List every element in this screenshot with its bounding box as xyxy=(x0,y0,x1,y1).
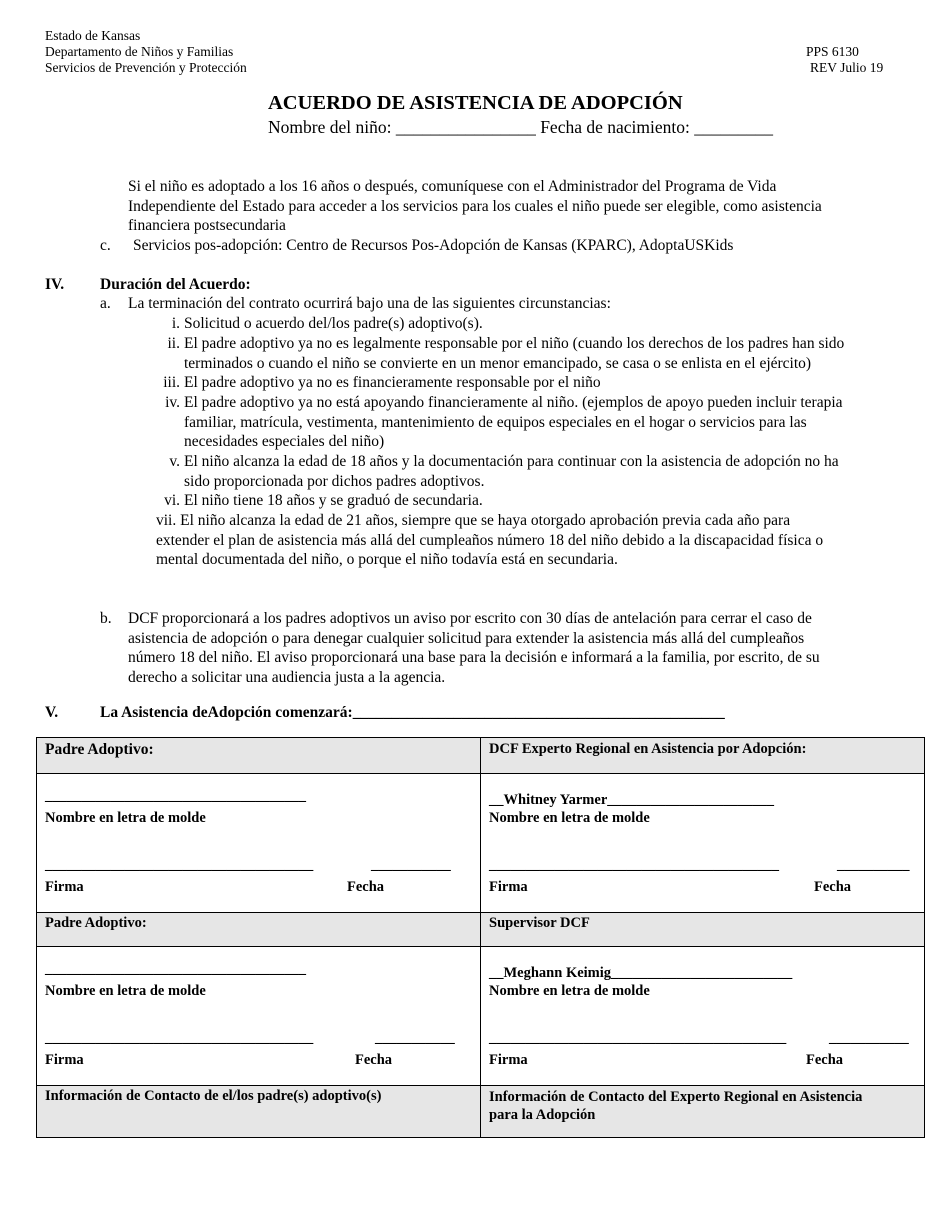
item-a-text: La terminación del contrato ocurrirá bajo una de las siguientes circunstancias: xyxy=(128,295,611,312)
date-field[interactable]: __________ xyxy=(837,857,910,873)
item-line: El padre adoptivo ya no está apoyando financieramente al niño. (ejemplos de apoyo pueden incluir terapia xyxy=(184,394,843,411)
item-line: familiar, matrícula, vestimenta, mantenimiento de equipos especiales en el hogar o servicios para las xyxy=(184,413,807,431)
date-label: Fecha xyxy=(806,1052,844,1068)
signature-field[interactable]: _____________________________________ xyxy=(45,1030,314,1046)
date-field[interactable]: ___________ xyxy=(371,857,451,873)
form-revision: REV Julio 19 xyxy=(810,60,884,75)
roman-numeral: ii. xyxy=(167,335,180,352)
termination-item xyxy=(184,334,844,373)
dcf-supervisor-header-cell xyxy=(481,913,925,947)
header-line: Departamento de Niños y Familias xyxy=(45,44,234,59)
termination-item-vii xyxy=(156,511,823,570)
date-label: Fecha xyxy=(355,1052,393,1068)
item-line: extender el plan de asistencia más allá del cumpleaños número 18 del niño debido a la discapacidad física o xyxy=(156,531,824,549)
termination-item xyxy=(184,491,483,511)
termination-item xyxy=(184,314,483,334)
dcf-expert-heading: DCF Experto Regional en Asistencia por Adopción: xyxy=(489,741,807,757)
termination-item xyxy=(184,393,843,452)
item-line: mental documentada del niño, o porque el niño todavía está en secundaria. xyxy=(156,551,618,568)
item-line: número 18 del niño. El aviso proporcionará una base para la decisión e informará a la familia, por escrito, de su xyxy=(128,649,820,666)
expert-contact-label xyxy=(481,1086,924,1126)
adoptive-parent-1-signature-cell xyxy=(37,774,481,913)
intro-paragraph xyxy=(128,177,822,236)
signature-field[interactable]: ________________________________________ xyxy=(489,857,779,873)
roman-numeral: vi. xyxy=(164,492,180,509)
section-iv-heading: Duración del Acuerdo: xyxy=(100,276,251,293)
dcf-supervisor-signature-cell xyxy=(481,947,925,1086)
header-form-info xyxy=(806,44,883,76)
section-iv-number: IV. xyxy=(45,276,65,293)
start-date-field[interactable]: La Asistencia deAdopción comenzará:________________________________________________ xyxy=(100,704,725,721)
signature-label: Firma xyxy=(489,1052,528,1068)
adoptive-parent-heading: Padre Adoptivo: xyxy=(45,741,154,758)
item-line: asistencia de adopción o para denegar cualquier solicitud para extender la asistencia más allá del cumpleaños xyxy=(128,629,805,647)
contact-label-line: para la Adopción xyxy=(489,1107,596,1123)
roman-numeral: i. xyxy=(171,315,180,332)
expert-name-field[interactable]: __Whitney Yarmer_______________________ xyxy=(489,792,775,808)
item-a-label: a. xyxy=(100,295,111,312)
item-line: El padre adoptivo ya no es financieramente responsable por el niño xyxy=(184,374,601,391)
date-field[interactable]: ___________ xyxy=(829,1030,909,1046)
intro-line: Independiente del Estado para acceder a los servicios para los cuales el niño puede ser elegible, como asistencia xyxy=(128,197,822,215)
dcf-expert-signature-cell xyxy=(481,774,925,913)
signature-table xyxy=(36,737,925,1138)
intro-line: financiera postsecundaria xyxy=(128,217,286,234)
item-line: derecho a solicitar una audiencia justa a la agencia. xyxy=(128,668,446,686)
item-b-paragraph xyxy=(128,609,820,687)
signature-field[interactable]: _____________________________________ xyxy=(45,857,314,873)
printed-name-label: Nombre en letra de molde xyxy=(45,810,206,826)
adoptive-parent-2-header-cell xyxy=(37,913,481,947)
child-info-line: Nombre del niño: ________________ Fecha de nacimiento: _________ xyxy=(268,117,773,137)
date-field[interactable]: ___________ xyxy=(375,1030,455,1046)
adoptive-parent-heading: Padre Adoptivo: xyxy=(45,915,147,931)
parent-contact-cell xyxy=(37,1086,481,1138)
page-title: ACUERDO DE ASISTENCIA DE ADOPCIÓN xyxy=(268,92,683,114)
section-v-number: V. xyxy=(45,704,59,721)
expert-contact-cell xyxy=(481,1086,925,1138)
item-line: El niño alcanza la edad de 18 años y la documentación para continuar con la asistencia de adopción no ha xyxy=(184,453,839,470)
roman-numeral: v. xyxy=(169,453,180,470)
item-c-label: c. xyxy=(100,237,111,254)
item-line: DCF proporcionará a los padres adoptivos un aviso por escrito con 30 días de antelación para cerrar el caso de xyxy=(128,610,812,627)
supervisor-name-field[interactable]: __Meghann Keimig_________________________ xyxy=(489,965,793,981)
contact-label-line: Información de Contacto del Experto Regional en Asistencia xyxy=(489,1089,863,1105)
dcf-expert-header-cell xyxy=(481,738,925,774)
termination-item xyxy=(184,452,839,491)
header-line: Estado de Kansas xyxy=(45,28,141,43)
signature-field[interactable]: _________________________________________ xyxy=(489,1030,787,1046)
item-line: Solicitud o acuerdo del/los padre(s) adoptivo(s). xyxy=(184,315,483,332)
item-line: terminados o cuando el niño se convierte en un menor emancipado, se casa o se enlista en el ejército) xyxy=(184,354,812,372)
signature-label: Firma xyxy=(45,1052,84,1068)
termination-item xyxy=(184,373,601,393)
intro-line: Si el niño es adoptado a los 16 años o después, comuníquese con el Administrador del Programa de Vida xyxy=(128,178,777,195)
parent-contact-label: Información de Contacto de el/los padre(s) adoptivo(s) xyxy=(45,1088,382,1104)
printed-name-field[interactable]: ____________________________________ xyxy=(45,961,306,977)
item-line: El niño tiene 18 años y se graduó de secundaria. xyxy=(184,492,483,509)
date-label: Fecha xyxy=(347,879,385,895)
form-id: PPS 6130 xyxy=(806,44,859,59)
item-line: vii. El niño alcanza la edad de 21 años, siempre que se haya otorgado aprobación previa cada año para xyxy=(156,512,791,529)
item-line: El padre adoptivo ya no es legalmente responsable por el niño (cuando los derechos de los padres han sido xyxy=(184,335,845,352)
header-line: Servicios de Prevención y Protección xyxy=(45,60,247,75)
item-line: sido proporcionada por dichos padres adoptivos. xyxy=(184,472,485,490)
item-c-text: Servicios pos-adopción: Centro de Recursos Pos-Adopción de Kansas (KPARC), AdoptaUSKids xyxy=(133,237,734,254)
item-b-label: b. xyxy=(100,610,112,627)
adoptive-parent-2-signature-cell xyxy=(37,947,481,1086)
date-label: Fecha xyxy=(814,879,852,895)
printed-name-field[interactable]: ____________________________________ xyxy=(45,788,306,804)
dcf-supervisor-heading: Supervisor DCF xyxy=(489,915,590,931)
item-line: necesidades especiales del niño) xyxy=(184,433,385,450)
printed-name-label: Nombre en letra de molde xyxy=(489,810,650,826)
printed-name-label: Nombre en letra de molde xyxy=(489,983,650,999)
roman-numeral: iv. xyxy=(165,394,180,411)
signature-label: Firma xyxy=(45,879,84,895)
printed-name-label: Nombre en letra de molde xyxy=(45,983,206,999)
roman-numeral: iii. xyxy=(163,374,180,391)
adoptive-parent-header-cell xyxy=(37,738,481,774)
header-agency xyxy=(45,28,247,76)
signature-label: Firma xyxy=(489,879,528,895)
